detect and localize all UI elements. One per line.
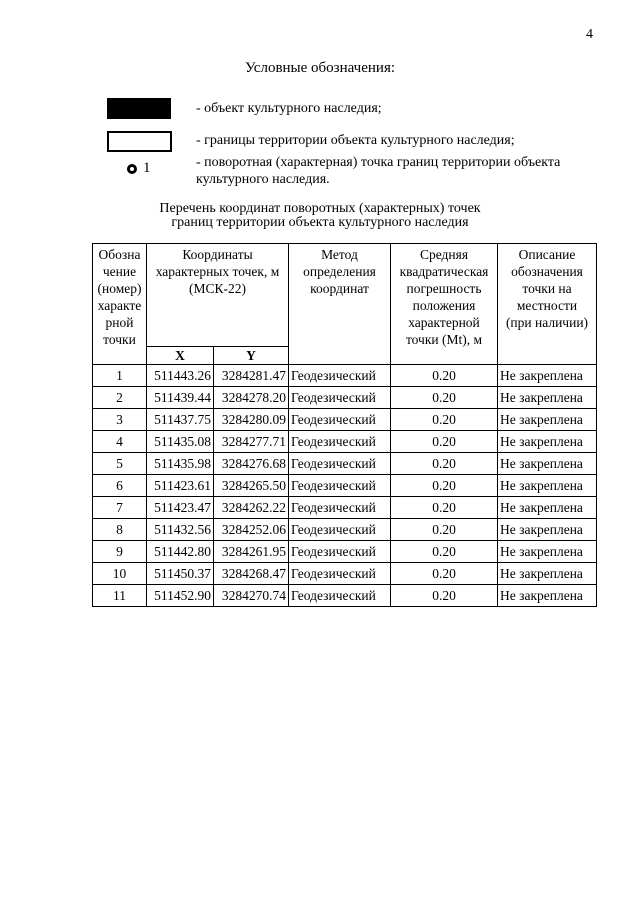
table-body <box>93 365 597 607</box>
cell-description: Не закреплена <box>498 585 597 607</box>
cell-description: Не закреплена <box>498 431 597 453</box>
table-row <box>93 431 597 453</box>
cell-method: Геодезический <box>289 475 391 497</box>
legend-item-text: - границы территории объекта культурного наследия; <box>196 133 515 148</box>
header-line: характерной <box>408 315 480 330</box>
header-line: обозначения <box>511 264 583 279</box>
cell-y: 3284262.22 <box>214 497 289 519</box>
cell-description: Не закреплена <box>498 387 597 409</box>
table-row <box>93 365 597 387</box>
cell-mean-error: 0.20 <box>391 541 498 563</box>
cell-point-number: 6 <box>93 475 147 497</box>
legend-item-text <box>196 154 616 188</box>
cell-y: 3284278.20 <box>214 387 289 409</box>
header-line: точки <box>103 332 136 347</box>
cell-mean-error: 0.20 <box>391 365 498 387</box>
point-marker <box>127 160 151 177</box>
cell-mean-error: 0.20 <box>391 409 498 431</box>
header-point-number <box>93 244 147 365</box>
header-line: точки (Mt), м <box>405 332 483 347</box>
cell-point-number: 3 <box>93 409 147 431</box>
cell-y: 3284280.09 <box>214 409 289 431</box>
table-row <box>93 541 597 563</box>
legend-title: Условные обозначения: <box>244 60 396 76</box>
header-line: характе <box>97 298 142 313</box>
table-row <box>93 497 597 519</box>
cell-y: 3284277.71 <box>214 431 289 453</box>
cell-method: Геодезический <box>289 519 391 541</box>
header-description <box>498 244 597 365</box>
cell-mean-error: 0.20 <box>391 497 498 519</box>
header-line: (номер) <box>97 281 142 296</box>
cell-y: 3284276.68 <box>214 453 289 475</box>
cell-y: 3284268.47 <box>214 563 289 585</box>
cell-method: Геодезический <box>289 387 391 409</box>
header-line: Метод <box>321 247 358 262</box>
cell-x: 511452.90 <box>147 585 214 607</box>
cell-description: Не закреплена <box>498 453 597 475</box>
cell-y: 3284270.74 <box>214 585 289 607</box>
page-number: 4 <box>586 27 593 42</box>
cell-method: Геодезический <box>289 585 391 607</box>
header-line: квадратическая <box>399 264 489 279</box>
header-coordinates <box>147 244 289 347</box>
header-x: X <box>147 347 214 365</box>
cell-mean-error: 0.20 <box>391 585 498 607</box>
outline-rectangle-icon <box>107 131 172 152</box>
cell-description: Не закреплена <box>498 365 597 387</box>
cell-x: 511442.80 <box>147 541 214 563</box>
coordinate-list-title-line2: границ территории объекта культурного наследия <box>171 215 469 230</box>
cell-x: 511423.61 <box>147 475 214 497</box>
cell-y: 3284265.50 <box>214 475 289 497</box>
header-line: чение <box>102 264 137 279</box>
cell-point-number: 2 <box>93 387 147 409</box>
cell-point-number: 10 <box>93 563 147 585</box>
cell-y: 3284281.47 <box>214 365 289 387</box>
cell-description: Не закреплена <box>498 409 597 431</box>
cell-description: Не закреплена <box>498 497 597 519</box>
header-y: Y <box>214 347 289 365</box>
legend-item-text-line1: - поворотная (характерная) точка границ территории объекта <box>196 155 561 170</box>
table-row <box>93 387 597 409</box>
header-line: характерных точек, м <box>155 264 280 279</box>
header-line: точки на <box>522 281 572 296</box>
table-row <box>93 585 597 607</box>
header-line: (МСК-22) <box>189 281 246 296</box>
point-marker-label: 1 <box>143 160 151 176</box>
cell-x: 511435.98 <box>147 453 214 475</box>
cell-point-number: 1 <box>93 365 147 387</box>
cell-y: 3284261.95 <box>214 541 289 563</box>
cell-mean-error: 0.20 <box>391 431 498 453</box>
header-line: положения <box>412 298 476 313</box>
cell-point-number: 5 <box>93 453 147 475</box>
cell-point-number: 9 <box>93 541 147 563</box>
point-marker-icon <box>127 164 137 174</box>
table-row <box>93 453 597 475</box>
cell-method: Геодезический <box>289 541 391 563</box>
cell-x: 511423.47 <box>147 497 214 519</box>
header-method <box>289 244 391 365</box>
cell-description: Не закреплена <box>498 541 597 563</box>
legend-item-text-line2: культурного наследия. <box>196 172 330 187</box>
header-line: местности <box>516 298 578 313</box>
table-row <box>93 475 597 497</box>
header-line: координат <box>310 281 369 296</box>
header-line: погрешность <box>406 281 482 296</box>
cell-method: Геодезический <box>289 497 391 519</box>
cell-x: 511435.08 <box>147 431 214 453</box>
cell-point-number: 4 <box>93 431 147 453</box>
cell-y: 3284252.06 <box>214 519 289 541</box>
cell-mean-error: 0.20 <box>391 519 498 541</box>
header-line: рной <box>105 315 134 330</box>
header-line: определения <box>303 264 376 279</box>
table-row <box>93 563 597 585</box>
cell-x: 511437.75 <box>147 409 214 431</box>
cell-x: 511432.56 <box>147 519 214 541</box>
cell-method: Геодезический <box>289 409 391 431</box>
cell-description: Не закреплена <box>498 475 597 497</box>
header-line: Описание <box>518 247 576 262</box>
cell-description: Не закреплена <box>498 519 597 541</box>
cell-description: Не закреплена <box>498 563 597 585</box>
cell-method: Геодезический <box>289 563 391 585</box>
cell-point-number: 7 <box>93 497 147 519</box>
table-row <box>93 409 597 431</box>
legend-item-text: - объект культурного наследия; <box>196 101 382 116</box>
coordinate-list-title <box>0 202 640 230</box>
cell-x: 511450.37 <box>147 563 214 585</box>
header-line: Координаты <box>182 247 253 262</box>
cell-x: 511443.26 <box>147 365 214 387</box>
cell-x: 511439.44 <box>147 387 214 409</box>
cell-method: Геодезический <box>289 365 391 387</box>
cell-method: Геодезический <box>289 431 391 453</box>
filled-rectangle-icon <box>107 98 171 119</box>
cell-point-number: 8 <box>93 519 147 541</box>
header-line: Обозна <box>98 247 141 262</box>
cell-method: Геодезический <box>289 453 391 475</box>
coordinates-table <box>92 243 597 607</box>
cell-mean-error: 0.20 <box>391 563 498 585</box>
coordinate-list-title-line1: Перечень координат поворотных (характерных) точек <box>159 201 481 216</box>
table-row <box>93 519 597 541</box>
header-line: Средняя <box>419 247 469 262</box>
cell-mean-error: 0.20 <box>391 475 498 497</box>
header-mean-error <box>391 244 498 365</box>
header-line: (при наличии) <box>505 315 589 330</box>
cell-point-number: 11 <box>93 585 147 607</box>
cell-mean-error: 0.20 <box>391 387 498 409</box>
cell-mean-error: 0.20 <box>391 453 498 475</box>
